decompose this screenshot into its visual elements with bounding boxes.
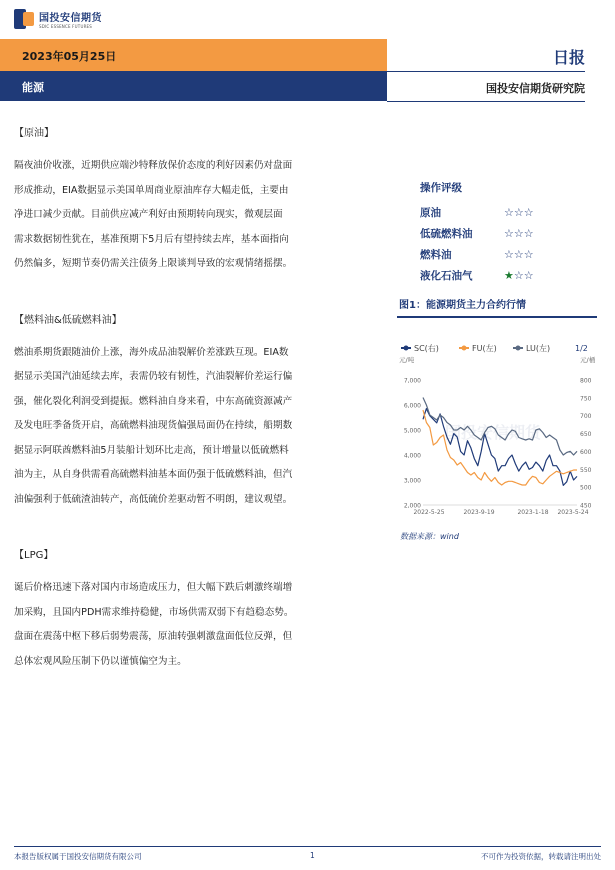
right-tick-label: 600 xyxy=(580,448,592,456)
date-banner xyxy=(0,39,387,71)
rating-row xyxy=(420,265,560,286)
footer-divider xyxy=(14,846,601,847)
left-axis-unit: 元/吨 xyxy=(399,356,415,364)
text-line: 加采购，且国内PDH需求维持稳健，市场供需双弱下有趋稳态势。 xyxy=(14,606,294,618)
chart-svg xyxy=(397,338,605,523)
star-rating-icon: ☆☆☆ xyxy=(504,206,534,219)
right-tick-label: 550 xyxy=(580,466,592,474)
chart-watermark: 国投安信期货 xyxy=(445,423,542,442)
text-line: 需求数据韧性犹在，基准预期下5月后有望持续去库，基本面指向 xyxy=(14,233,289,245)
text-line: 燃油系期货跟随油价上涨，海外成品油裂解价差涨跌互现。EIA数 xyxy=(14,346,289,358)
left-tick-label: 3,000 xyxy=(403,477,421,485)
text-line: 诞后价格迅速下落对国内市场造成压力，但大幅下跌后刺激终端增 xyxy=(14,582,293,593)
right-tick-label: 700 xyxy=(580,413,592,421)
figure-title: 图1：能源期货主力合约行情 xyxy=(397,298,597,318)
legend-label: LU(左) xyxy=(526,344,551,353)
text-line: 据显示阿联酋燃料油5月装船计划环比走高，预计增量以低硫燃料 xyxy=(14,444,289,456)
rating-product: 液化石油气 xyxy=(420,270,473,282)
right-tick-label: 500 xyxy=(580,484,592,492)
legend-label: SC(右) xyxy=(414,344,439,353)
section-title-lpg: 【LPG】 xyxy=(14,550,54,561)
header-divider-bottom xyxy=(387,101,585,102)
text-line: 隔夜油价收涨，近期供应端沙特释放保价态度的利好因素仍对盘面 xyxy=(14,160,293,171)
x-tick-label: 2023-9-19 xyxy=(463,509,495,516)
right-tick-label: 650 xyxy=(580,431,592,439)
filled-star-icon: ★ xyxy=(504,269,514,282)
right-tick-label: 800 xyxy=(580,377,592,385)
legend-label: FU(左) xyxy=(472,344,497,353)
section-banner xyxy=(0,71,387,101)
section-title-crude: 【原油】 xyxy=(14,128,54,139)
rating-product: 燃料油 xyxy=(420,249,452,261)
logo-english-name: SDIC ESSENCE FUTURES xyxy=(39,24,93,29)
report-date: 2023年05月25日 xyxy=(22,50,117,63)
text-line: 及发电旺季备货开启，高硫燃料油现货偏强局面仍在持续，船期数 xyxy=(14,420,293,431)
text-line: 油为主，从自身供需看高硫燃料油基本面仍强于低硫燃料油，但汽 xyxy=(14,469,293,480)
section-lpg-text xyxy=(14,576,386,674)
report-body xyxy=(14,120,386,674)
text-line: 据显示美国汽油延续去库，表需仍较有韧性，汽油裂解价差运行偏 xyxy=(14,371,293,382)
text-line: 盘面在震荡中枢下移后弱势震荡，原油转强刺激盘面低位反弹，但 xyxy=(14,631,293,642)
star-rating-icon: ★☆☆ xyxy=(504,269,534,282)
report-section: 能源 xyxy=(22,81,44,94)
footer-copyright: 本报告版权属于国投安信期货有限公司 xyxy=(14,852,142,861)
institute-name: 国投安信期货研究院 xyxy=(486,82,585,95)
x-tick-label: 2023-5-24 xyxy=(557,509,589,516)
rating-row xyxy=(420,223,560,244)
right-tick-label: 450 xyxy=(580,502,592,510)
energy-futures-chart xyxy=(397,338,605,523)
report-type: 日报 xyxy=(552,48,585,67)
text-line: 净进口减少贡献。目前供应减产利好由预期转向现实，微观层面 xyxy=(14,209,283,220)
rating-row xyxy=(420,202,560,223)
page-number: 1 xyxy=(310,851,315,860)
right-axis-unit: 元/桶 xyxy=(580,356,596,364)
left-tick-label: 6,000 xyxy=(403,402,421,410)
legend-marker xyxy=(462,346,467,351)
star-rating-icon: ☆☆☆ xyxy=(504,248,534,261)
text-line: 仍然偏多，短期节奏仍需关注债务上限谈判导致的宏观情绪摇摆。 xyxy=(14,258,293,269)
data-source: 数据来源：wind xyxy=(400,532,459,541)
section-fuel-oil-text xyxy=(14,341,386,513)
header-divider xyxy=(387,71,585,72)
legend-pager: 1/2 xyxy=(575,344,588,353)
rating-product: 低硫燃料油 xyxy=(420,228,473,240)
text-line: 形成推动，EIA数据显示美国单周商业原油库存大幅走低，主要由 xyxy=(14,184,289,196)
rating-row xyxy=(420,244,560,265)
text-line: 强，催化裂化利润受到提振。燃料油自身来看，中东高硫资源减产 xyxy=(14,395,293,407)
x-tick-label: 2023-1-18 xyxy=(517,509,549,516)
legend-marker xyxy=(516,346,521,351)
left-tick-label: 7,000 xyxy=(403,377,421,385)
logo-mark-icon xyxy=(14,9,34,29)
operation-rating xyxy=(420,180,560,286)
section-title-fuel-oil: 【燃料油&低硫燃料油】 xyxy=(14,314,122,326)
rating-product: 原油 xyxy=(420,207,441,219)
right-tick-label: 750 xyxy=(580,395,592,403)
section-crude-text xyxy=(14,154,386,277)
logo-name: 国投安信期货 xyxy=(39,13,102,24)
star-rating-icon: ☆☆☆ xyxy=(504,227,534,240)
left-tick-label: 4,000 xyxy=(403,452,421,460)
rating-title: 操作评级 xyxy=(420,182,462,194)
left-tick-label: 2,000 xyxy=(403,502,421,510)
company-logo xyxy=(14,9,102,29)
footer-disclaimer: 不可作为投资依据，转载请注明出处 xyxy=(481,852,601,861)
left-tick-label: 5,000 xyxy=(403,427,421,435)
x-tick-label: 2022-5-25 xyxy=(413,509,445,516)
text-line: 油偏强利于低硫渣油转产，高低硫价差驱动暂不明朗，建议观望。 xyxy=(14,493,293,505)
text-line: 总体宏观风险压制下仍以谨慎偏空为主。 xyxy=(14,655,187,667)
legend-marker xyxy=(404,346,409,351)
